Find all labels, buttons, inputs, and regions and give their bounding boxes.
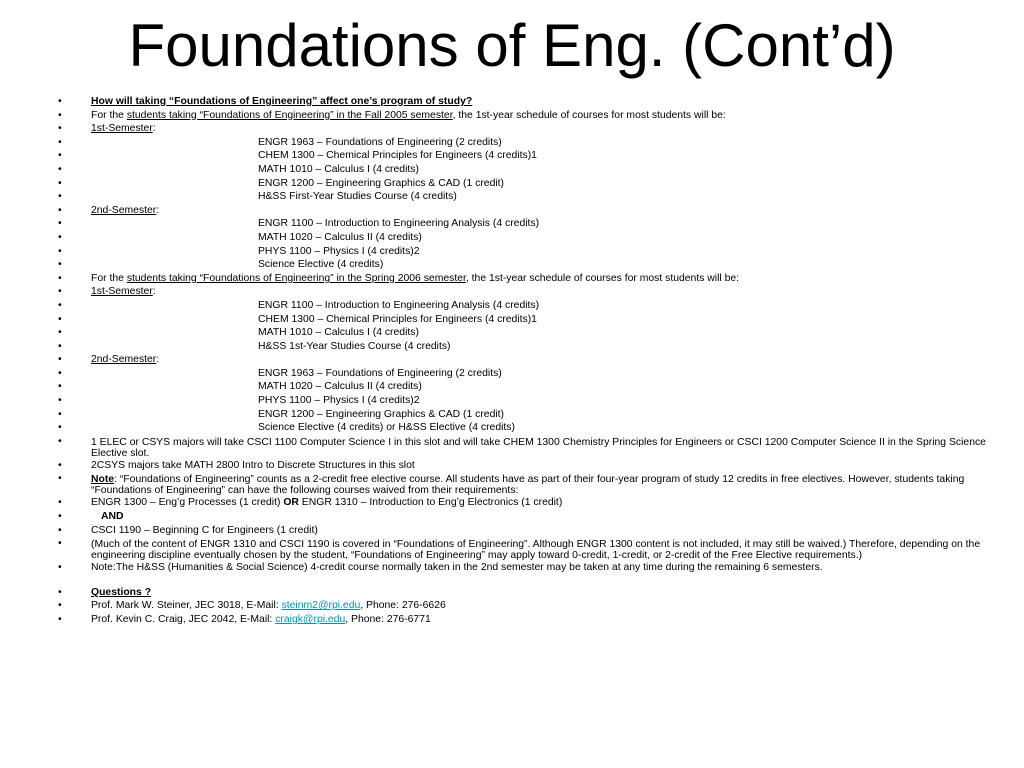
email-link-steiner[interactable]: steinm2@rpi.edu (281, 600, 361, 612)
bullet-dot: • (58, 497, 62, 509)
bullet-dot: • (58, 538, 62, 550)
course-item: • PHYS 1100 – Physics I (4 credits)2 (58, 395, 420, 407)
contact-steiner: • Prof. Mark W. Steiner, JEC 3018, E-Mail: steinm2@rpi.edu, Phone: 276-6626 (58, 600, 446, 612)
course-item: • ENGR 1963 – Foundations of Engineering (2 credits) (58, 136, 502, 148)
course-item: • ENGR 1100 – Introduction to Engineering Analysis (4 credits) (58, 218, 540, 230)
bullet-fall-sem2-label: • 2nd-Semester: (58, 204, 160, 216)
email-link-craig[interactable]: craigk@rpi.edu (275, 614, 346, 625)
bullet-spring-sem2-label: • 2nd-Semester: (58, 354, 160, 366)
bullet-dot: • (58, 218, 62, 230)
bullet-dot: • (58, 340, 62, 352)
bullet-fall-sem1-label: • 1st-Semester: (58, 123, 156, 135)
footnote-csys: • 2CSYS majors take MATH 2800 Intro to Discrete Structures in this slot (58, 459, 415, 471)
bullet-spring-sem1-label: • 1st-Semester: (58, 286, 156, 298)
course-item: • PHYS 1100 – Physics I (4 credits)2 (58, 245, 420, 257)
bullet-dot: • (58, 177, 62, 189)
bullet-dot: • (58, 313, 62, 325)
bullet-dot: • (58, 408, 62, 420)
bullet-dot: • (58, 150, 62, 162)
bullet-dot: • (58, 109, 62, 121)
course-item: • H&SS First-Year Studies Course (4 credits) (58, 191, 457, 203)
bullet-dot: • (58, 600, 62, 612)
bullet-dot: • (58, 231, 62, 243)
course-item: • ENGR 1200 – Engineering Graphics & CAD (1 credit) (58, 408, 505, 420)
bullet-question-heading: • How will taking “Foundations of Engineering” affect one’s program of study? (58, 96, 473, 107)
and-line: • AND (58, 511, 124, 523)
course-item: • CHEM 1300 – Chemical Principles for Engineers (4 credits)1 (58, 150, 537, 162)
bullet-dot: • (58, 272, 62, 284)
course-item: • Science Elective (4 credits) or H&SS Elective (4 credits) (58, 422, 515, 434)
slide-title: Foundations of Eng. (Cont’d) (128, 12, 896, 79)
course-item: • MATH 1020 – Calculus II (4 credits) (58, 231, 422, 243)
bullet-dot: • (58, 395, 62, 407)
questions-heading: • Questions ? (58, 586, 152, 598)
bullet-list (0, 96, 1024, 628)
bullet-dot: • (58, 367, 62, 379)
bullet-dot: • (58, 123, 62, 135)
content-coverage-note: • (Much of the content of ENGR 1310 and CSCI 1190 is covered in “Foundations of Engineering”. Although ENGR 1300 content is not included, it may still be waived.) Therefore, depending on the engineering discipline eventually chosen by the student, “Foundations of Engineering” may apply toward 0-credit, 1-credit, or 2-credit of the Free Elective requirements.) (58, 538, 981, 562)
course-item: • MATH 1020 – Calculus II (4 credits) (58, 381, 422, 393)
bullet-dot: • (58, 286, 62, 298)
bullet-dot: • (58, 459, 62, 471)
course-item: • CHEM 1300 – Chemical Principles for Engineers (4 credits)1 (58, 313, 537, 325)
bullet-dot: • (58, 96, 62, 107)
course-item: • MATH 1010 – Calculus I (4 credits) (58, 163, 419, 175)
note-free-elective: • Note: “Foundations of Engineering” counts as a 2-credit free elective course. All students have as part of their four-year program of study 12 credits in free electives. However, students taking “Foundations of Engineering” can have the following courses waived from their requirements: (58, 473, 965, 497)
bullet-dot: • (58, 354, 62, 366)
bullet-dot: • (58, 191, 62, 203)
course-item: • Science Elective (4 credits) (58, 259, 384, 271)
bullet-dot: • (58, 299, 62, 311)
bullet-dot: • (58, 422, 62, 434)
bullet-dot: • (58, 204, 62, 216)
bullet-dot: • (58, 435, 62, 447)
csci-line: • CSCI 1190 – Beginning C for Engineers (1 credit) (58, 524, 318, 536)
bullet-dot: • (58, 259, 62, 271)
course-item: • ENGR 1100 – Introduction to Engineering Analysis (4 credits) (58, 299, 540, 311)
waive-engr-line: • ENGR 1300 – Eng’g Processes (1 credit) OR ENGR 1310 – Introduction to Eng’g Electronics (1 credit) (58, 497, 563, 509)
bullet-dot: • (58, 245, 62, 257)
bullet-dot: • (58, 614, 62, 625)
bullet-dot: • (58, 524, 62, 536)
course-item: • MATH 1010 – Calculus I (4 credits) (58, 327, 419, 339)
bullet-dot: • (58, 473, 62, 485)
bullet-dot: • (58, 136, 62, 148)
course-item: • ENGR 1963 – Foundations of Engineering (2 credits) (58, 367, 502, 379)
bullet-dot: • (58, 511, 62, 523)
hss-note: • Note:The H&SS (Humanities & Social Science) 4-credit course normally taken in the 2nd semester may be taken at any time during the remaining 6 semesters. (58, 562, 823, 574)
course-item: • H&SS 1st-Year Studies Course (4 credits) (58, 340, 451, 352)
bullet-dot: • (58, 586, 62, 598)
bullet-spring-intro: • For the students taking “Foundations of Engineering” in the Spring 2006 semester, the 1st-year schedule of courses for most students will be: (58, 272, 740, 284)
contact-craig: • Prof. Kevin C. Craig, JEC 2042, E-Mail: craigk@rpi.edu, Phone: 276-6771 (58, 614, 431, 625)
bullet-dot: • (58, 327, 62, 339)
bullet-fall-intro: • For the students taking “Foundations of Engineering” in the Fall 2005 semester, the 1st-year schedule of courses for most students will be: (58, 109, 726, 121)
bullet-dot: • (58, 562, 62, 574)
bullet-dot: • (58, 381, 62, 393)
course-item: • ENGR 1200 – Engineering Graphics & CAD (1 credit) (58, 177, 505, 189)
footnote-elec: • 1 ELEC or CSYS majors will take CSCI 1100 Computer Science I in this slot and will take CHEM 1300 Chemistry Principles for Engineers or CSCI 1200 Computer Science II in the Spring Science Elective slot. (58, 435, 986, 459)
bullet-dot: • (58, 163, 62, 175)
